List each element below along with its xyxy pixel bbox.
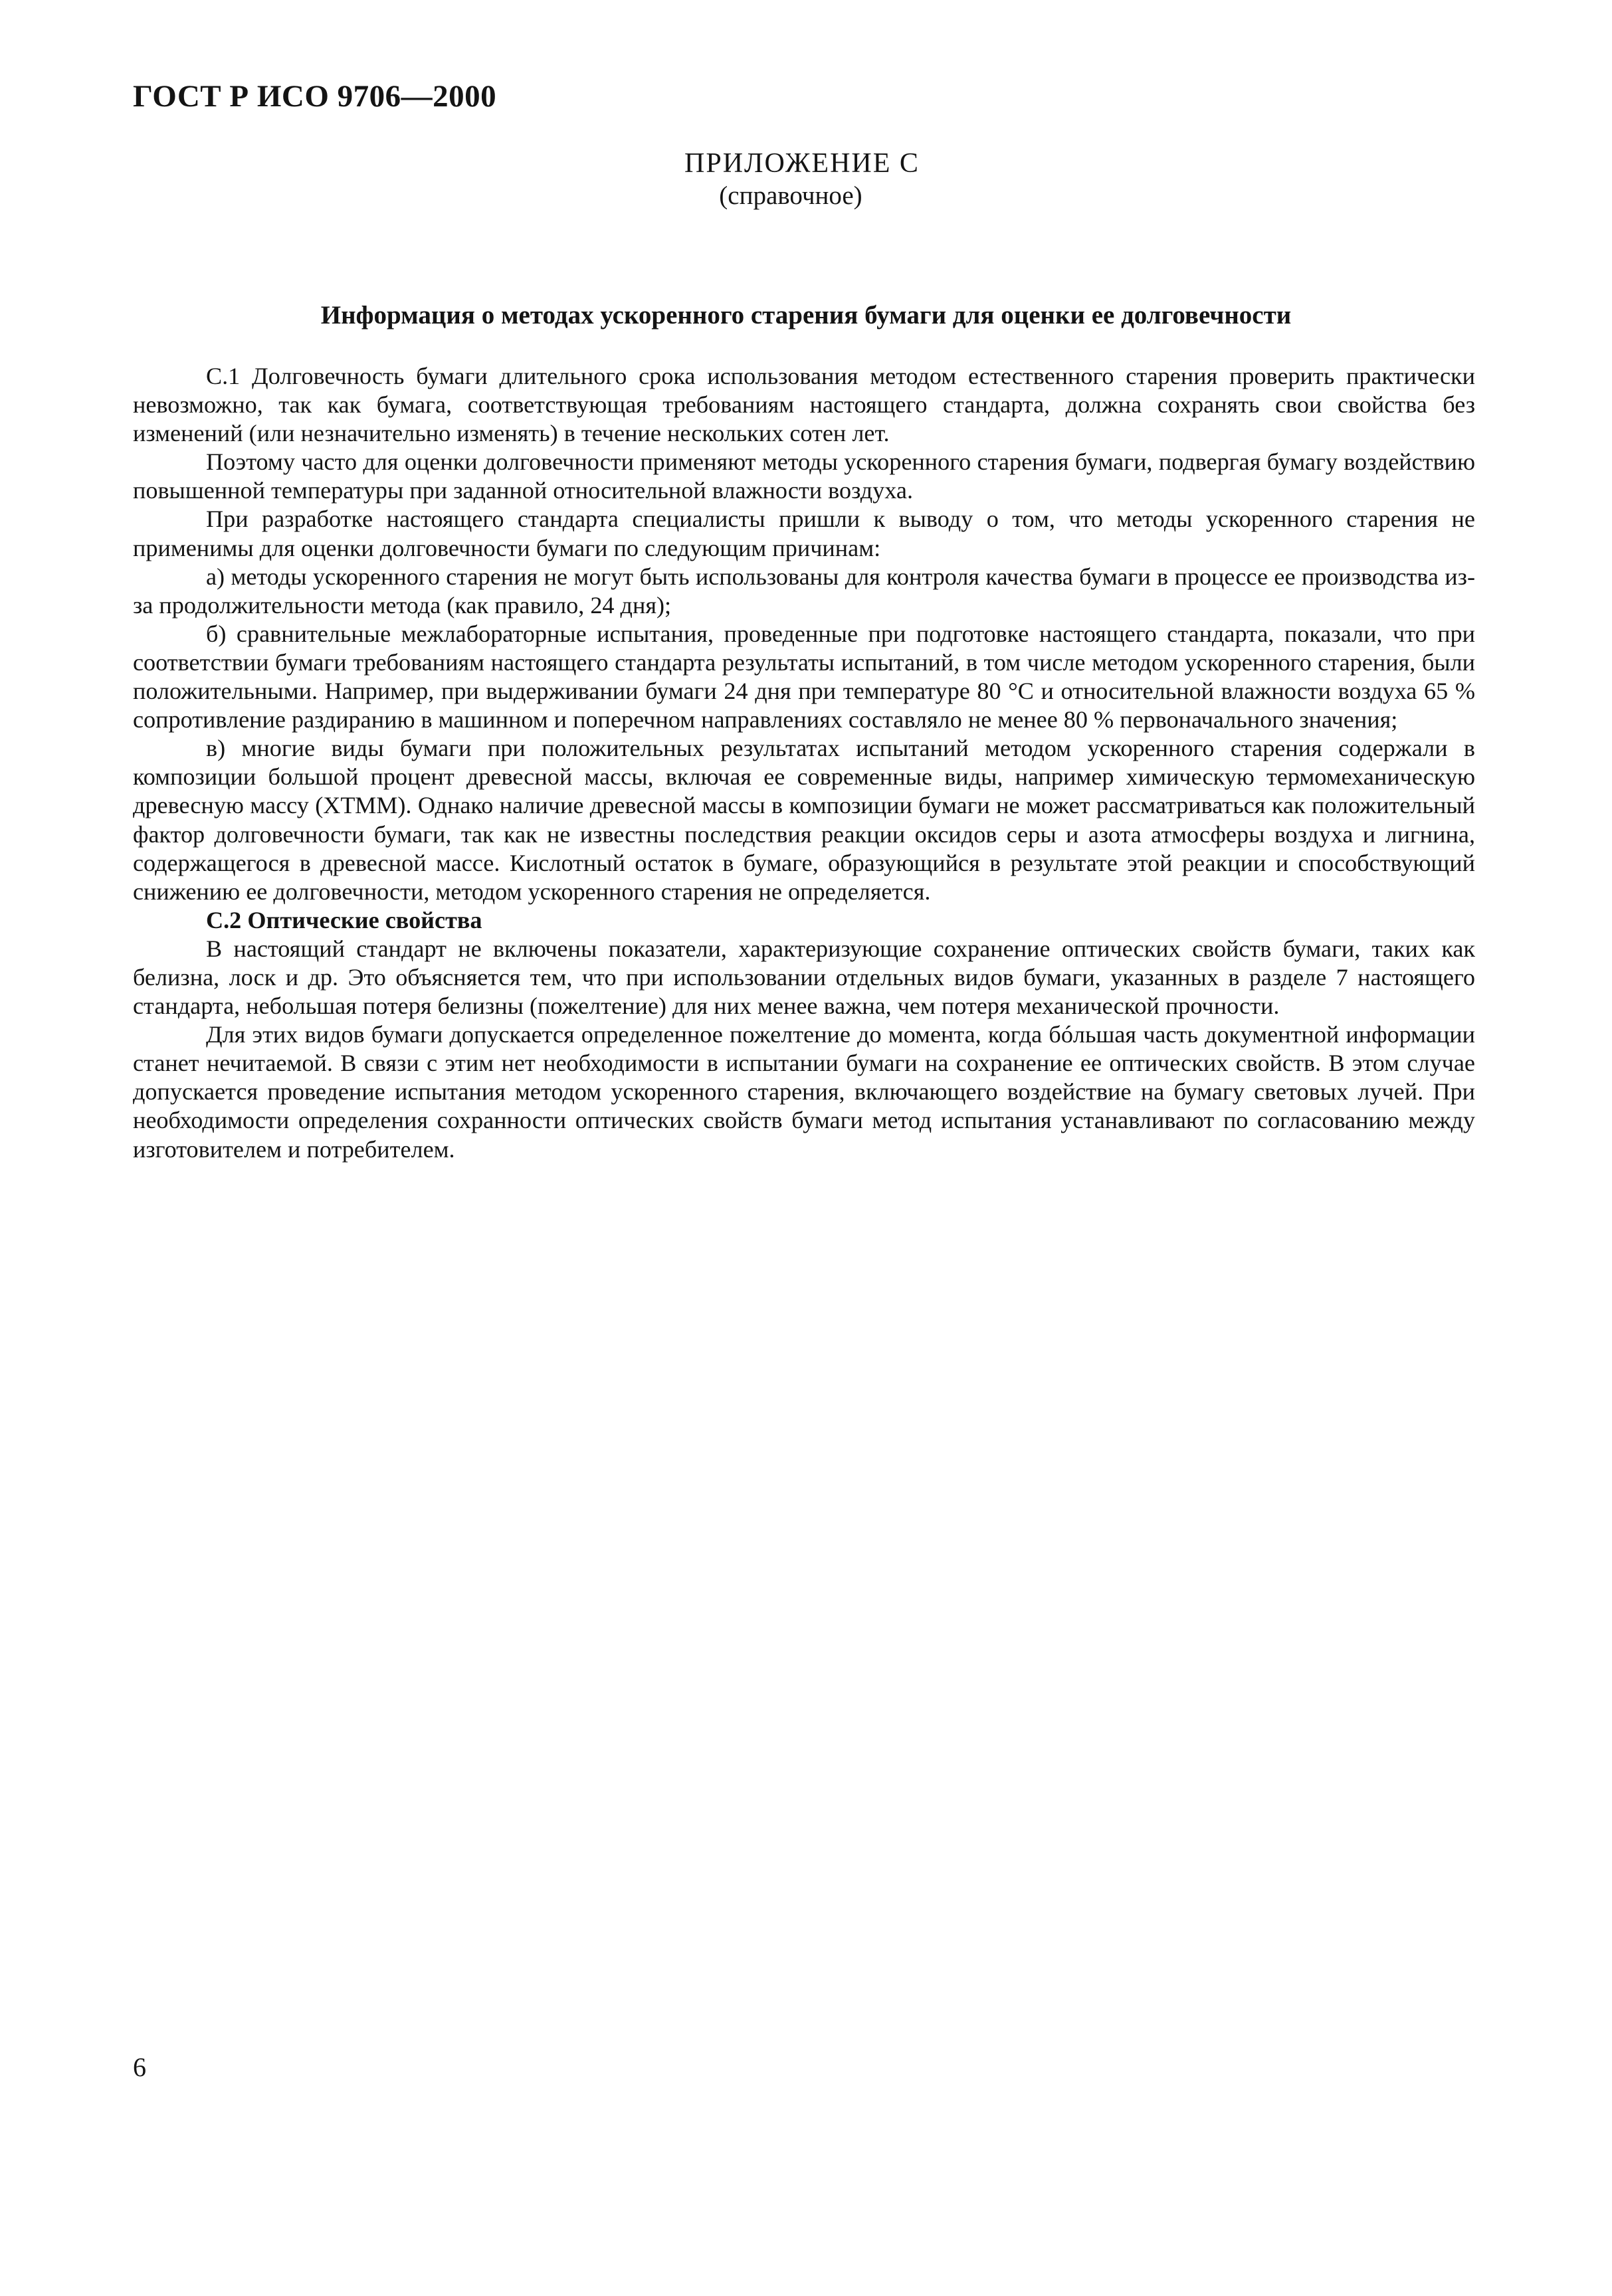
paragraph: Для этих видов бумаги допускается определенное пожелтение до момента, когда бóльшая часть документной информации станет нечитаемой. В связи с этим нет необходимости в испытании бумаги на сохранение ее оптических свойств. В этом случае допускается проведение испытания методом ускоренного старения, включающего воздействие на бумагу световых лучей. При необходимости определения сохранности оптических свойств бумаги метод испытания устанавливают по согласованию между изготовителем и потребителем. (133, 1021, 1475, 1163)
paragraph: При разработке настоящего стандарта специалисты пришли к выводу о том, что методы ускоренного старения не применимы для оценки долговечности бумаги по следующим причинам: (133, 506, 1475, 561)
main-heading: Информация о методах ускоренного старения бумаги для оценки ее долговечности (320, 301, 1292, 330)
appendix-title: ПРИЛОЖЕНИЕ С (684, 148, 920, 179)
paragraph-c1: С.1 Долговечность бумаги длительного срока использования методом естественного старения проверить практически невозможно, так как бумага, соответствующая требованиям настоящего стандарта, должна сохранять свои свойства без изменений (или незначительно изменять) в течение нескольких сотен лет. (133, 363, 1475, 447)
list-item-b: б) сравнительные межлабораторные испытания, проведенные при подготовке настоящего стандарта, показали, что при соответствии бумаги требованиям настоящего стандарта результаты испытаний, в том числе методом ускоренного старения, были положительными. Например, при выдерживании бумаги 24 дня при температуре 80 °С и относительной влажности воздуха 65 % сопротивление раздиранию в машинном и поперечном направлениях составляло не менее 80 % первоначального значения; (133, 620, 1475, 733)
body-text (133, 362, 1475, 1164)
list-item-v: в) многие виды бумаги при положительных результатах испытаний методом ускоренного старения содержали в композиции большой процент древесной массы, включая ее современные виды, например химическую термомеханическую древесную массу (ХТММ). Однако наличие древесной массы в композиции бумаги не может рассматриваться как положительный фактор долговечности бумаги, так как не известны последствия реакции оксидов серы и азота атмосферы воздуха и лигнина, содержащегося в древесной массе. Кислотный остаток в бумаге, образующийся в результате этой реакции и способствующий снижению ее долговечности, методом ускоренного старения не определяется. (133, 735, 1475, 905)
list-item-a: а) методы ускоренного старения не могут быть использованы для контроля качества бумаги в процессе ее производства из-за продолжительности метода (как правило, 24 дня); (133, 563, 1475, 619)
section-title-c2: С.2 Оптические свойства (206, 906, 482, 933)
page-number: 6 (133, 2052, 146, 2082)
appendix-type: (справочное) (719, 181, 862, 210)
paragraph: Поэтому часто для оценки долговечности применяют методы ускоренного старения бумаги, подвергая бумагу воздействию повышенной температуры при заданной относительной влажности воздуха. (133, 448, 1475, 504)
document-code: ГОСТ Р ИСО 9706—2000 (133, 79, 497, 114)
paragraph: В настоящий стандарт не включены показатели, характеризующие сохранение оптических свойств бумаги, таких как белизна, лоск и др. Это объясняется тем, что при использовании отдельных видов бумаги, указанных в разделе 7 настоящего стандарта, небольшая потеря белизны (пожелтение) для них менее важна, чем потеря механической прочности. (133, 935, 1475, 1020)
